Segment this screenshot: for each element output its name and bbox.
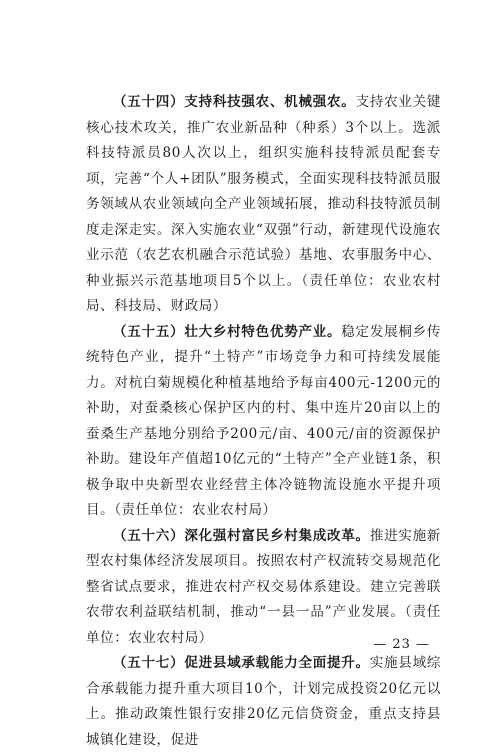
paragraph-54-text: 支持农业关键核心技术攻关，推广农业新品种（种系）3个以上。选派科技特派员80人次以上，组织实施科技特派员配套专项，完善“个人+团队”服务模式，全面实现科技特派员服务领域从农业领域向全产业领域拓展，推动科技特派员制度走深走实。深入实施农业“双强”行动，新建现代设施农业示范（农艺农机融合示范试验）基地、农事服务中心、种业振兴示范基地项目5个以上。（责任单位：农业农村局、科技局、财政局） xyxy=(86,94,442,314)
paragraph-57-heading: （五十七）促进县域承载能力全面提升。 xyxy=(113,655,370,671)
document-body xyxy=(86,90,441,753)
paragraph-54-heading: （五十四）支持科技强农、机械强农。 xyxy=(113,94,356,110)
paragraph-54 xyxy=(86,90,441,320)
page-number: — 23 — xyxy=(373,637,430,652)
paragraph-57-text: 实施县域综合承载能力提升重大项目10个，计划完成投资20亿元以上。推动政策性银行安排20亿元信贷资金，重点支持县城镇化建设，促进 xyxy=(86,655,441,748)
paragraph-56 xyxy=(86,524,441,652)
paragraph-57 xyxy=(86,651,441,753)
paragraph-56-heading: （五十六）深化强村富民乡村集成改革。 xyxy=(113,527,370,544)
paragraph-55-heading: （五十五）壮大乡村特色优势产业。 xyxy=(113,323,342,340)
paragraph-56-text: 推进实施新型农村集体经济发展项目。按照农村产权流转交易规范化整省试点要求，推进农村产权交易体系建设。建立完善联农带农利益联结机制，推动“一县一品”产业发展。（责任单位：农业农村局） xyxy=(86,527,441,646)
paragraph-55 xyxy=(86,320,441,524)
paragraph-55-text: 稳定发展桐乡传统特色产业，提升“土特产”市场竞争力和可持续发展能力。对杭白菊规模化种植基地给予每亩400元-1200元的补助，对蚕桑核心保护区内的村、集中连片20亩以上的蚕桑生产基地分别给予200元/亩、400元/亩的资源保护补助。建设年产值超10亿元的“土特产”全产业链1条，积极争取中央新型农业经营主体冷链物流设施水平提升项目。（责任单位：农业农村局） xyxy=(86,323,441,518)
